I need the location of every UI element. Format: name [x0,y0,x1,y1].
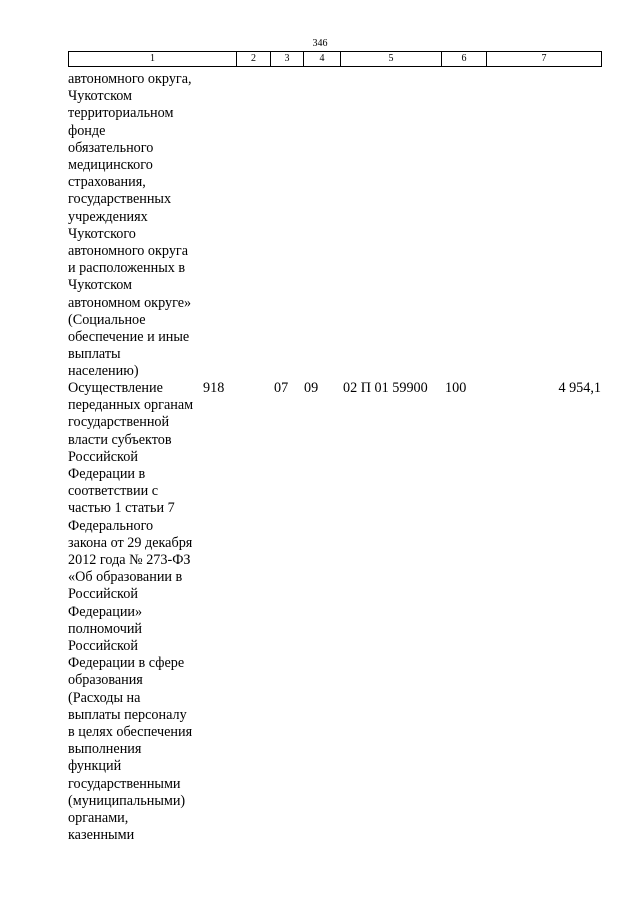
row-name-line: Федерации в [68,466,146,483]
row-name-line: Российской [68,638,138,655]
row-name-line: государственными [68,775,181,792]
continuation-line: обязательного [68,139,154,156]
continuation-line: (Социальное [68,311,146,328]
column-header-row [68,51,602,67]
row-col4-value: 09 [304,380,319,396]
row-name-line: полномочий [68,620,143,637]
continuation-line: медицинского [68,157,153,174]
column-header-1: 1 [69,52,237,67]
column-header-3: 3 [271,52,304,67]
row-col5-value: 02 П 01 59900 [343,380,428,396]
row-col7-value: 4 954,1 [558,380,601,396]
row-name-line: Федерального [68,517,154,534]
column-header-5: 5 [341,52,442,67]
row-name-line: (муниципальными) [68,792,186,809]
row-name-line: казенными [68,827,135,844]
row-name-line: 2012 года № 273-ФЗ [68,552,191,569]
row-name-line: выплаты персоналу [68,706,187,723]
row-name-line: Российской [68,448,138,465]
continuation-line: фонде [68,122,106,139]
row-name-line: выполнения [68,741,142,758]
row-col3-value: 07 [274,380,289,396]
continuation-line: автономном округе» [68,294,192,311]
continuation-line: государственных [68,191,172,208]
column-header-4: 4 [304,52,341,67]
continuation-line: территориальном [68,105,174,122]
page-number: 346 [312,38,328,49]
row-name-line: Российской [68,586,138,603]
continuation-line: и расположенных в [68,260,186,277]
continuation-line: страхования, [68,174,146,191]
row-name-line: государственной [68,414,170,431]
row-col2-value: 918 [203,380,225,396]
row-name-line: власти субъектов [68,431,172,448]
row-col6-value: 100 [445,380,467,396]
continuation-line: обеспечение и иные [68,329,190,346]
column-header-7: 7 [487,52,602,67]
continuation-line: населению) [68,363,139,380]
continuation-line: выплаты [68,346,121,363]
row-name-line: соответствии с [68,483,159,500]
row-name-line: частью 1 статьи 7 [68,500,175,517]
row-name-line: (Расходы на [68,689,141,706]
row-name-line: функций [68,758,122,775]
row-name-line: «Об образовании в [68,569,183,586]
continuation-line: автономного округа, [68,71,192,87]
column-header-6: 6 [442,52,487,67]
row-name-line: Осуществление [68,380,163,396]
row-name-line: образования [68,672,143,689]
continuation-line: Чукотском [68,277,133,294]
continuation-line: Чукотском [68,88,133,105]
row-name-line: Федерации» [68,603,143,620]
column-header-2: 2 [237,52,271,67]
row-name-line: Федерации в сфере [68,655,185,672]
continuation-line: автономного округа [68,243,189,260]
continuation-text [68,71,192,381]
row-name-line: закона от 29 декабря [68,534,193,551]
row-name-line: в целях обеспечения [68,724,193,741]
row-name-line: органами, [68,810,129,827]
row-name-text [68,380,193,844]
continuation-line: Чукотского [68,225,136,242]
continuation-line: учреждениях [68,208,148,225]
row-name-line: переданных органам [68,397,194,414]
